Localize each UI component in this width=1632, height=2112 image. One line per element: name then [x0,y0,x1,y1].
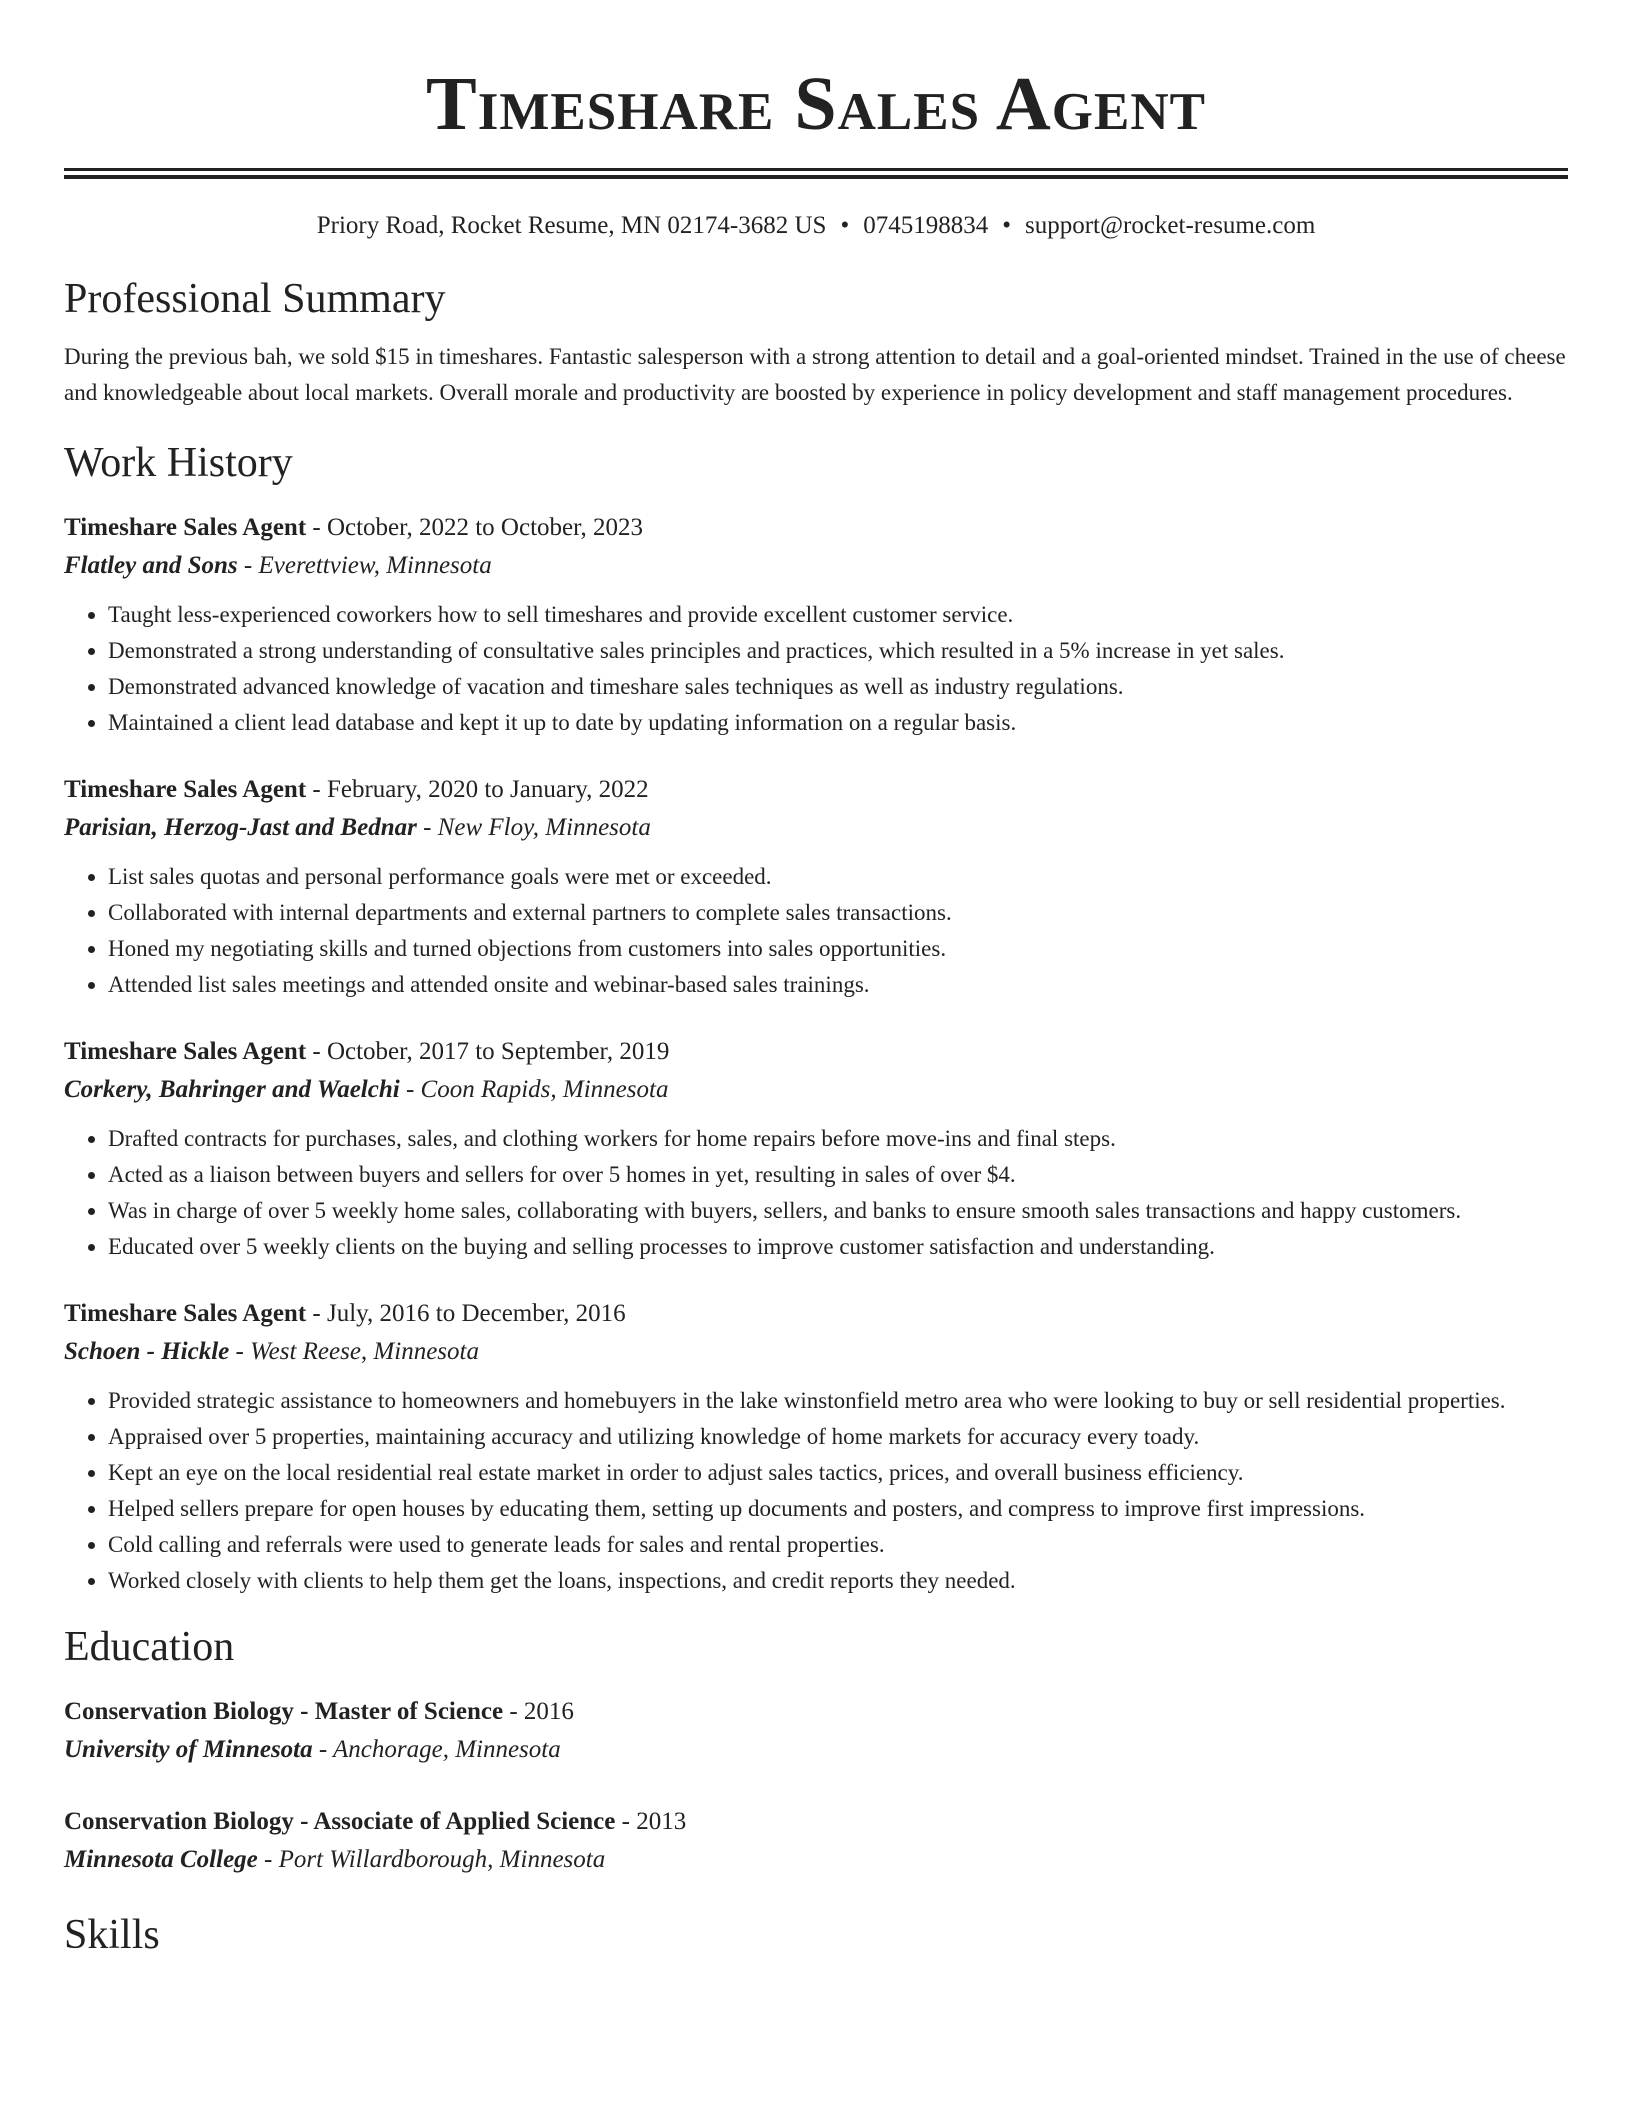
job-bullet: • Helped sellers prepare for open houses by educating them, setting up documents and posters, and compress to improve first impressions. [108,1491,1568,1527]
contact-address: Priory Road, Rocket Resume, MN 02174-3682 US [316,212,827,239]
education-institution [64,1731,1568,1769]
title-divider [64,168,1568,171]
job-entry [64,1295,1568,1599]
education-degree: Conservation Biology - Associate of Applied Science [64,1808,616,1835]
education-year: - 2013 [615,1808,687,1835]
summary-heading: Professional Summary [64,276,446,322]
job-dates: - February, 2020 to January, 2022 [306,776,649,803]
job-employer [64,547,1568,585]
job-role: Timeshare Sales Agent [64,1300,307,1327]
education-school: University of Minnesota [64,1736,313,1763]
job-bullet: • Taught less-experienced coworkers how to sell timeshares and provide excellent customer service. [108,597,1568,633]
job-bullet: • Provided strategic assistance to homeowners and homebuyers in the lake winstonfield metro area who were looking to buy or sell residential properties. [108,1383,1568,1419]
job-bullet: • Worked closely with clients to help them get the loans, inspections, and credit reports they needed. [108,1563,1568,1599]
job-employer [64,809,1568,847]
job-header [64,1033,1568,1071]
job-entry [64,771,1568,1003]
job-bullet: • Cold calling and referrals were used to generate leads for sales and rental properties. [108,1527,1568,1563]
education-school: Minnesota College [64,1846,258,1873]
job-location: - New Floy, Minnesota [416,814,651,841]
resume-title: Timeshare Sales Agent [426,62,1206,146]
job-bullet: • Kept an eye on the local residential real estate market in order to adjust sales tactics, prices, and overall business efficiency. [108,1455,1568,1491]
contact-separator: • [840,212,850,239]
job-company: Corkery, Bahringer and Waelchi [64,1076,400,1103]
contact-email: support@rocket-resume.com [1024,212,1316,239]
job-employer [64,1071,1568,1109]
job-bullet: • Appraised over 5 properties, maintaining accuracy and utilizing knowledge of home markets for accuracy every toady. [108,1419,1568,1455]
job-bullet: • Acted as a liaison between buyers and sellers for over 5 homes in yet, resulting in sales of over $4. [108,1157,1568,1193]
job-bullet: • Honed my negotiating skills and turned objections from customers into sales opportunities. [108,931,1568,967]
education-header [64,1693,1568,1731]
work-history-heading: Work History [64,440,293,486]
job-bullet: • Demonstrated a strong understanding of consultative sales principles and practices, which resulted in a 5% increase in yet sales. [108,633,1568,669]
education-entry [64,1693,1568,1769]
job-bullet: • Collaborated with internal departments and external partners to complete sales transactions. [108,895,1568,931]
job-entry [64,509,1568,741]
job-role: Timeshare Sales Agent [64,1038,307,1065]
job-company: Flatley and Sons [64,552,238,579]
resume-page [64,0,1568,1961]
job-header [64,1295,1568,1333]
contact-separator: • [1002,212,1011,239]
job-dates: - October, 2017 to September, 2019 [306,1038,670,1065]
job-bullet: • Demonstrated advanced knowledge of vacation and timeshare sales techniques as well as industry regulations. [108,669,1568,705]
job-bullet: • List sales quotas and personal performance goals were met or exceeded. [108,859,1568,895]
job-company: Schoen - Hickle [64,1338,230,1365]
education-location: - Port Willardborough, Minnesota [257,1846,606,1873]
job-location: - West Reese, Minnesota [229,1338,479,1365]
education-degree: Conservation Biology - Master of Science [64,1698,504,1725]
job-employer [64,1333,1568,1371]
job-entry [64,1033,1568,1265]
job-bullets [64,1121,1568,1265]
job-bullets [64,597,1568,741]
skills-heading: Skills [64,1912,160,1958]
job-header [64,509,1568,547]
job-location: - Everettview, Minnesota [237,552,492,579]
education-entry [64,1803,1568,1879]
job-bullet: • Was in charge of over 5 weekly home sales, collaborating with buyers, sellers, and banks to ensure smooth sales transactions and happy customers. [108,1193,1568,1229]
education-heading: Education [64,1624,235,1670]
education-institution [64,1841,1568,1879]
job-bullet: • Educated over 5 weekly clients on the buying and selling processes to improve customer satisfaction and understanding. [108,1229,1568,1265]
job-location: - Coon Rapids, Minnesota [399,1076,669,1103]
job-header [64,771,1568,809]
contact-phone: 0745198834 [863,212,989,239]
job-bullets [64,1383,1568,1599]
summary-text: During the previous bah, we sold $15 in timeshares. Fantastic salesperson with a strong attention to detail and a goal-oriented mindset. Trained in the use of cheese and knowledgeable about local markets. Overall morale and productivity are boosted by experience in policy development and staff management procedures. [64,344,1566,405]
job-dates: - October, 2022 to October, 2023 [306,514,643,541]
education-header [64,1803,1568,1841]
job-bullet: • Maintained a client lead database and kept it up to date by updating information on a regular basis. [108,705,1568,741]
job-bullets [64,859,1568,1003]
job-bullet: • Drafted contracts for purchases, sales, and clothing workers for home repairs before move-ins and final steps. [108,1121,1568,1157]
job-bullet: • Attended list sales meetings and attended onsite and webinar-based sales trainings. [108,967,1568,1003]
education-location: - Anchorage, Minnesota [312,1736,561,1763]
job-dates: - July, 2016 to December, 2016 [306,1300,626,1327]
education-year: - 2016 [503,1698,574,1725]
job-role: Timeshare Sales Agent [64,514,307,541]
job-role: Timeshare Sales Agent [64,776,307,803]
contact-line [64,209,1568,243]
job-company: Parisian, Herzog-Jast and Bednar [64,814,417,841]
